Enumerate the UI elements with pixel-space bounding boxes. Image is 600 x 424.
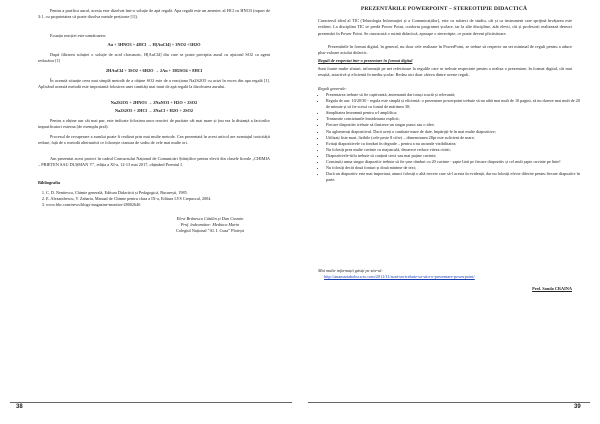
paragraph-equation-label: Ecuația reacției este următoarea: — [50, 33, 106, 38]
equation-4: Na2S2O5 + 2HCl → 2NaCl + H2O + 2SO2 — [114, 108, 193, 113]
general-rules-label: Reguli generale: — [318, 86, 347, 91]
rule-item: • Nu aglomerați diapozitivul. Dacă aveți o cantitate mare de date, împărțiți-le în mai multe diapozitive; — [326, 129, 580, 135]
right-page — [300, 0, 600, 424]
paragraph-intro: Pentru a purifica aurul, acesta este dizolvat într-o soluție de apă regală. Apa regală este un amestec al HCl cu HNO3 (raport de 3:1, cu proprietatea că poate dizolva metale prețioase [1]). — [38, 8, 270, 20]
article-author: Prof. Sanda CRAINA — [532, 286, 572, 291]
rules-heading: Reguli de respectat într-o prezentare în format digital — [318, 58, 413, 63]
paragraph-so2-method: În această situație ceea mai simplă metodă de a obține SO2 este de a reacționa Na2S2O5 cu acizi în exces din apa regală [1]. Aplicând această metodă este importantă folosirea unei cantități mai mari de apă regală la dizolvarea aurului. — [38, 78, 270, 90]
paragraph-contest: Am prezentat acest proiect în cadrul Concursului Național de Comunicări Științifice pentru elevii din clasele liceale „CHIMIA – PRIETEN SAU DUȘMAN ?!", ediția a XI-a, 12-13 mai 2017, obținând Premiul I. — [38, 156, 270, 168]
bibliography-item: 2. E. Alexandrescu, V. Zaharia, Manual de Chimie pentru clasa a IX-a, Editura LVS Crepuscul, 2004. — [46, 196, 278, 202]
paragraph-tic-intro: Caracterul ideal al TIC (Tehnologia Informației și a Comunicațiilor), este cu subiect de studiu, cât și ca instrument care sprijină învățarea este evident. La disciplina TIC se predă Power Point, conform programei școlare, iar la alte discipline, atât elevii, cât și profesorii realizează deseori prezentări în Power Point. Se cunoscută o rutină didactică, aproape o stereotipie, ce poate deveni plictisitoare. — [318, 18, 572, 36]
bibliography-list — [38, 190, 278, 208]
author-students: Elevi Brânescu Cătălin și Dan Cosmin — [176, 216, 244, 221]
bibliography-item: 1. C. D. Nenitescu, Chimie generală, Editura Didactică și Pedagogică, București, 1985. — [46, 190, 278, 196]
rule-item: • Nu folosiți prea multe cuvinte cu majusculă, deoarece reduce viteza citirii; — [326, 147, 580, 153]
bibliography-title: Bibliografia — [38, 180, 60, 185]
author-teacher: Prof. îndrumător: Medinca Marin — [180, 222, 240, 227]
equation-1: Au + 3HNO3 + 4HCl → H[AuCl4] + 3NO2 +3H2O — [107, 42, 201, 47]
paragraph-digital-formats: Prezentările în format digital, în general, nu doar cele realizate în PowerPoint, se trebue să respecte un set minimal de reguli pentru a aduce plus-valoare actului didactic. — [318, 44, 572, 56]
page-footer-divider — [10, 402, 292, 403]
more-info-link-row — [324, 274, 572, 280]
paragraph-methods: Procesul de recuperare a aurului poate fi realizat prin mai multe metode. Cea prezentată în acest articol are avantajul toxicității reduse, față de o metodă alternativă ce folosește cianura de sodiu de cele mai multe ori. — [38, 134, 270, 146]
rule-item: • Fiecare diapozitiv trebuie să ilustreze un singur punct sau o idee; — [326, 122, 580, 128]
rule-item: • Diapozitivele-titlu trebuie să conțină cinci sau mai puține cuvinte; — [326, 153, 580, 159]
author-school: Colegiul Național "Al. I. Cuza" Ploiești — [175, 228, 245, 233]
page-number: 38 — [16, 404, 23, 410]
page-number: 39 — [574, 404, 581, 410]
rule-item: • Nu folosiți decât două fonturi și două mărime de text; — [326, 165, 580, 171]
paragraph-purity: Pentru a obține aur cât mai pur, este indicate folosirea unor reactivi de puritate cât mai mare și (nu era la distanță a factorilor impurificatori externa (de exemplu praf). — [38, 118, 270, 130]
rule-item: • Dacă un diapozitiv este mai important, atunci folosiți o altă trecere care să-l acesta în evidență, dar nu folosiți efecte diferite pentru fiecare diapozitiv în parte. — [326, 171, 580, 183]
paragraph-rules-intro: Sunt foarte multe sfaturi, informații pe net referitoare la regulile care se trebuie respectate pentru a realiza o prezentare, în format digital, cât mai reușită, atractivă și eficientă în mediu școlar. Redau aici doar câteva dintre aceste reguli. — [318, 66, 572, 78]
paragraph-filtration: După filtrarea soluției o soluție de acid cloroauric, H[AuCl4] din care se poate precipita aurul cu ajutorul SO2 ca agent reducător [1] — [38, 52, 270, 64]
rules-list — [318, 92, 580, 183]
bibliography-item: 3. www.bbc.com/news/blogs-magazine-monitor-28002646 — [46, 202, 278, 208]
rule-item: • Evitați diapozitivele cu fonduri în degrade – pentru a nu ascunde vizibilitatea; — [326, 141, 580, 147]
rule-item: • Prezentarea trebuie să fie captivantă, antrenantă dar totuși scurtă și relevantă; — [326, 92, 580, 98]
rule-item: • Utilizați liste mari, lizibile (cele peste 8 cifre) – dimensiunea 28pt este suficient de mare; — [326, 135, 580, 141]
equation-3: Na2S2O5 + 2HNO3 → 2NaNO3 + H2O + 2SO2 — [110, 100, 198, 105]
article-title: PREZENTĂRILE POWERPOINT – STEREOTIPIE DIDACTICĂ — [360, 6, 528, 12]
rule-item: • Simplitatea înseamnă pentru a-l amplifica; — [326, 110, 580, 116]
more-info-label: Mai multe informații găsiți pe site-ul: — [318, 268, 383, 273]
equation-2: 2HAuCl4 + 3SO2 + 6H2O → 2Au + 3H2SO4 + 8HCl — [105, 68, 203, 73]
rule-item: • Construiți urma singur diapozitiv trebuie să fie șase rânduri cu 20 cuvinte - șapte linii pe fiecare diapozitiv și cel mult șapte cuvinte pe linie! — [326, 159, 580, 165]
more-info-link[interactable]: http://anamariabobu.wix.com/2011/11/sunt-un-trebuie-sa-stiu-o-prezentare-powerpoint/ — [324, 274, 475, 279]
rule-item: • Regula de aur: 10/20/30 - regula este simplă și eficientă: o prezentare powerpoint trebuie să nu aibă mai mult de 10 pagini, să nu dureze mai mult de 20 de minute și să fie scrisă cu fontul de mărimea 30; — [326, 98, 580, 110]
page-footer-divider — [308, 402, 590, 403]
rule-item: • Transmite conciziunile întotdeauna explicit; — [326, 116, 580, 122]
